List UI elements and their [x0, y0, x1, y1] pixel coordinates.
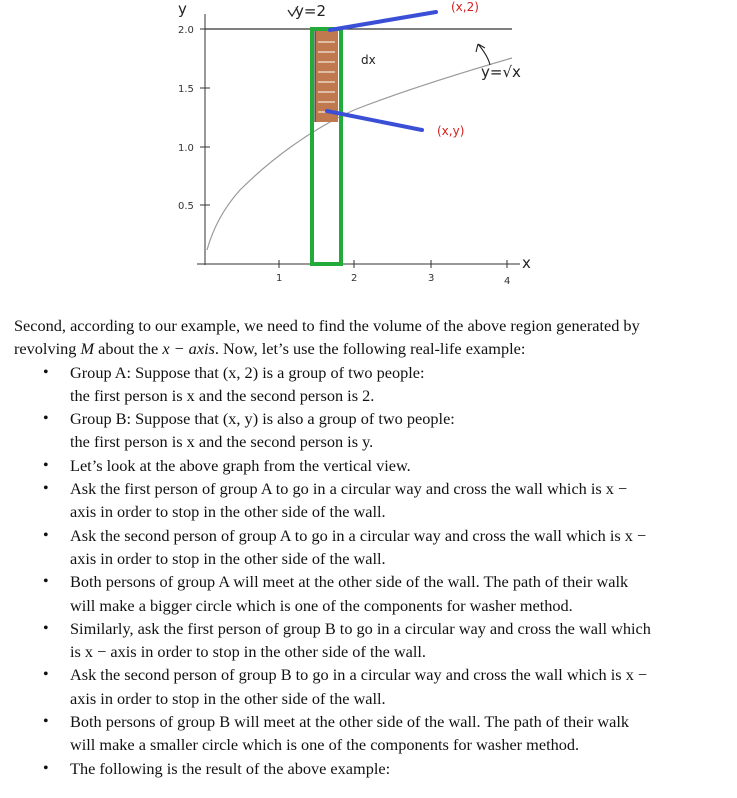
list-item: • Similarly, ask the first person of group B to go in a circular way and cross the wall which is x − axis in order to stop in the other side of the wall.	[70, 617, 729, 664]
intro-line-1: Second, according to our example, we need to find the volume of the above region generated by	[14, 316, 640, 335]
intro-line-2: revolving M about the x − axis. Now, let’s use the following real-life example:	[14, 339, 526, 359]
x-tick-label-4: 4	[504, 276, 511, 287]
x-axis-label: x	[522, 254, 531, 272]
label-x-comma-2: (x,2)	[451, 0, 479, 14]
list-item: • Ask the second person of group B to go in a circular way and cross the wall which is x − axis in order to stop in the other side of the wall.	[70, 663, 729, 710]
list-item: • Group B: Suppose that (x, y) is also a group of two people: the first person is x and the second person is y.	[70, 407, 729, 454]
washer-method-figure	[0, 0, 737, 300]
x-tick-label-1: 1	[276, 273, 283, 284]
arrow-to-x2	[330, 12, 436, 30]
x-tick-label-3: 3	[428, 273, 435, 284]
label-x-comma-y: (x,y)	[437, 124, 465, 138]
label-dx: dx	[361, 53, 376, 67]
list-item: • Let’s look at the above graph from the vertical view.	[70, 454, 729, 477]
y-tick-label-2-0: 2.0	[178, 25, 194, 36]
list-item: • The following is the result of the above example:	[70, 757, 729, 780]
list-item: • Group A: Suppose that (x, 2) is a group of two people: the first person is x and the second person is 2.	[70, 361, 729, 408]
x-tick-label-2: 2	[351, 273, 358, 284]
intro-paragraph	[14, 314, 729, 361]
list-item: • Ask the first person of group A to go in a circular way and cross the wall which is x − axis in order to stop in the other side of the wall.	[70, 477, 729, 524]
shaded-strip	[315, 30, 338, 122]
y-tick-label-1-0: 1.0	[178, 143, 194, 154]
y-tick-label-1-5: 1.5	[178, 84, 194, 95]
explanation-text	[14, 314, 729, 780]
y-axis-label: y	[178, 0, 187, 18]
list-item: • Ask the second person of group A to go in a circular way and cross the wall which is x − axis in order to stop in the other side of the wall.	[70, 524, 729, 571]
label-curve: y=√x	[481, 63, 521, 81]
curve-sqrt-x	[207, 58, 512, 250]
list-item: • Both persons of group B will meet at the other side of the wall. The path of their walk will make a smaller circle which is one of the components for washer method.	[70, 710, 729, 757]
list-item: • Both persons of group A will meet at the other side of the wall. The path of their walk will make a bigger circle which is one of the components for washer method.	[70, 570, 729, 617]
y-tick-label-0-5: 0.5	[178, 201, 194, 212]
curve-pointer-arrow-icon	[476, 44, 490, 65]
label-y-equals-2: y=2	[295, 2, 326, 20]
bullet-list	[14, 361, 729, 780]
